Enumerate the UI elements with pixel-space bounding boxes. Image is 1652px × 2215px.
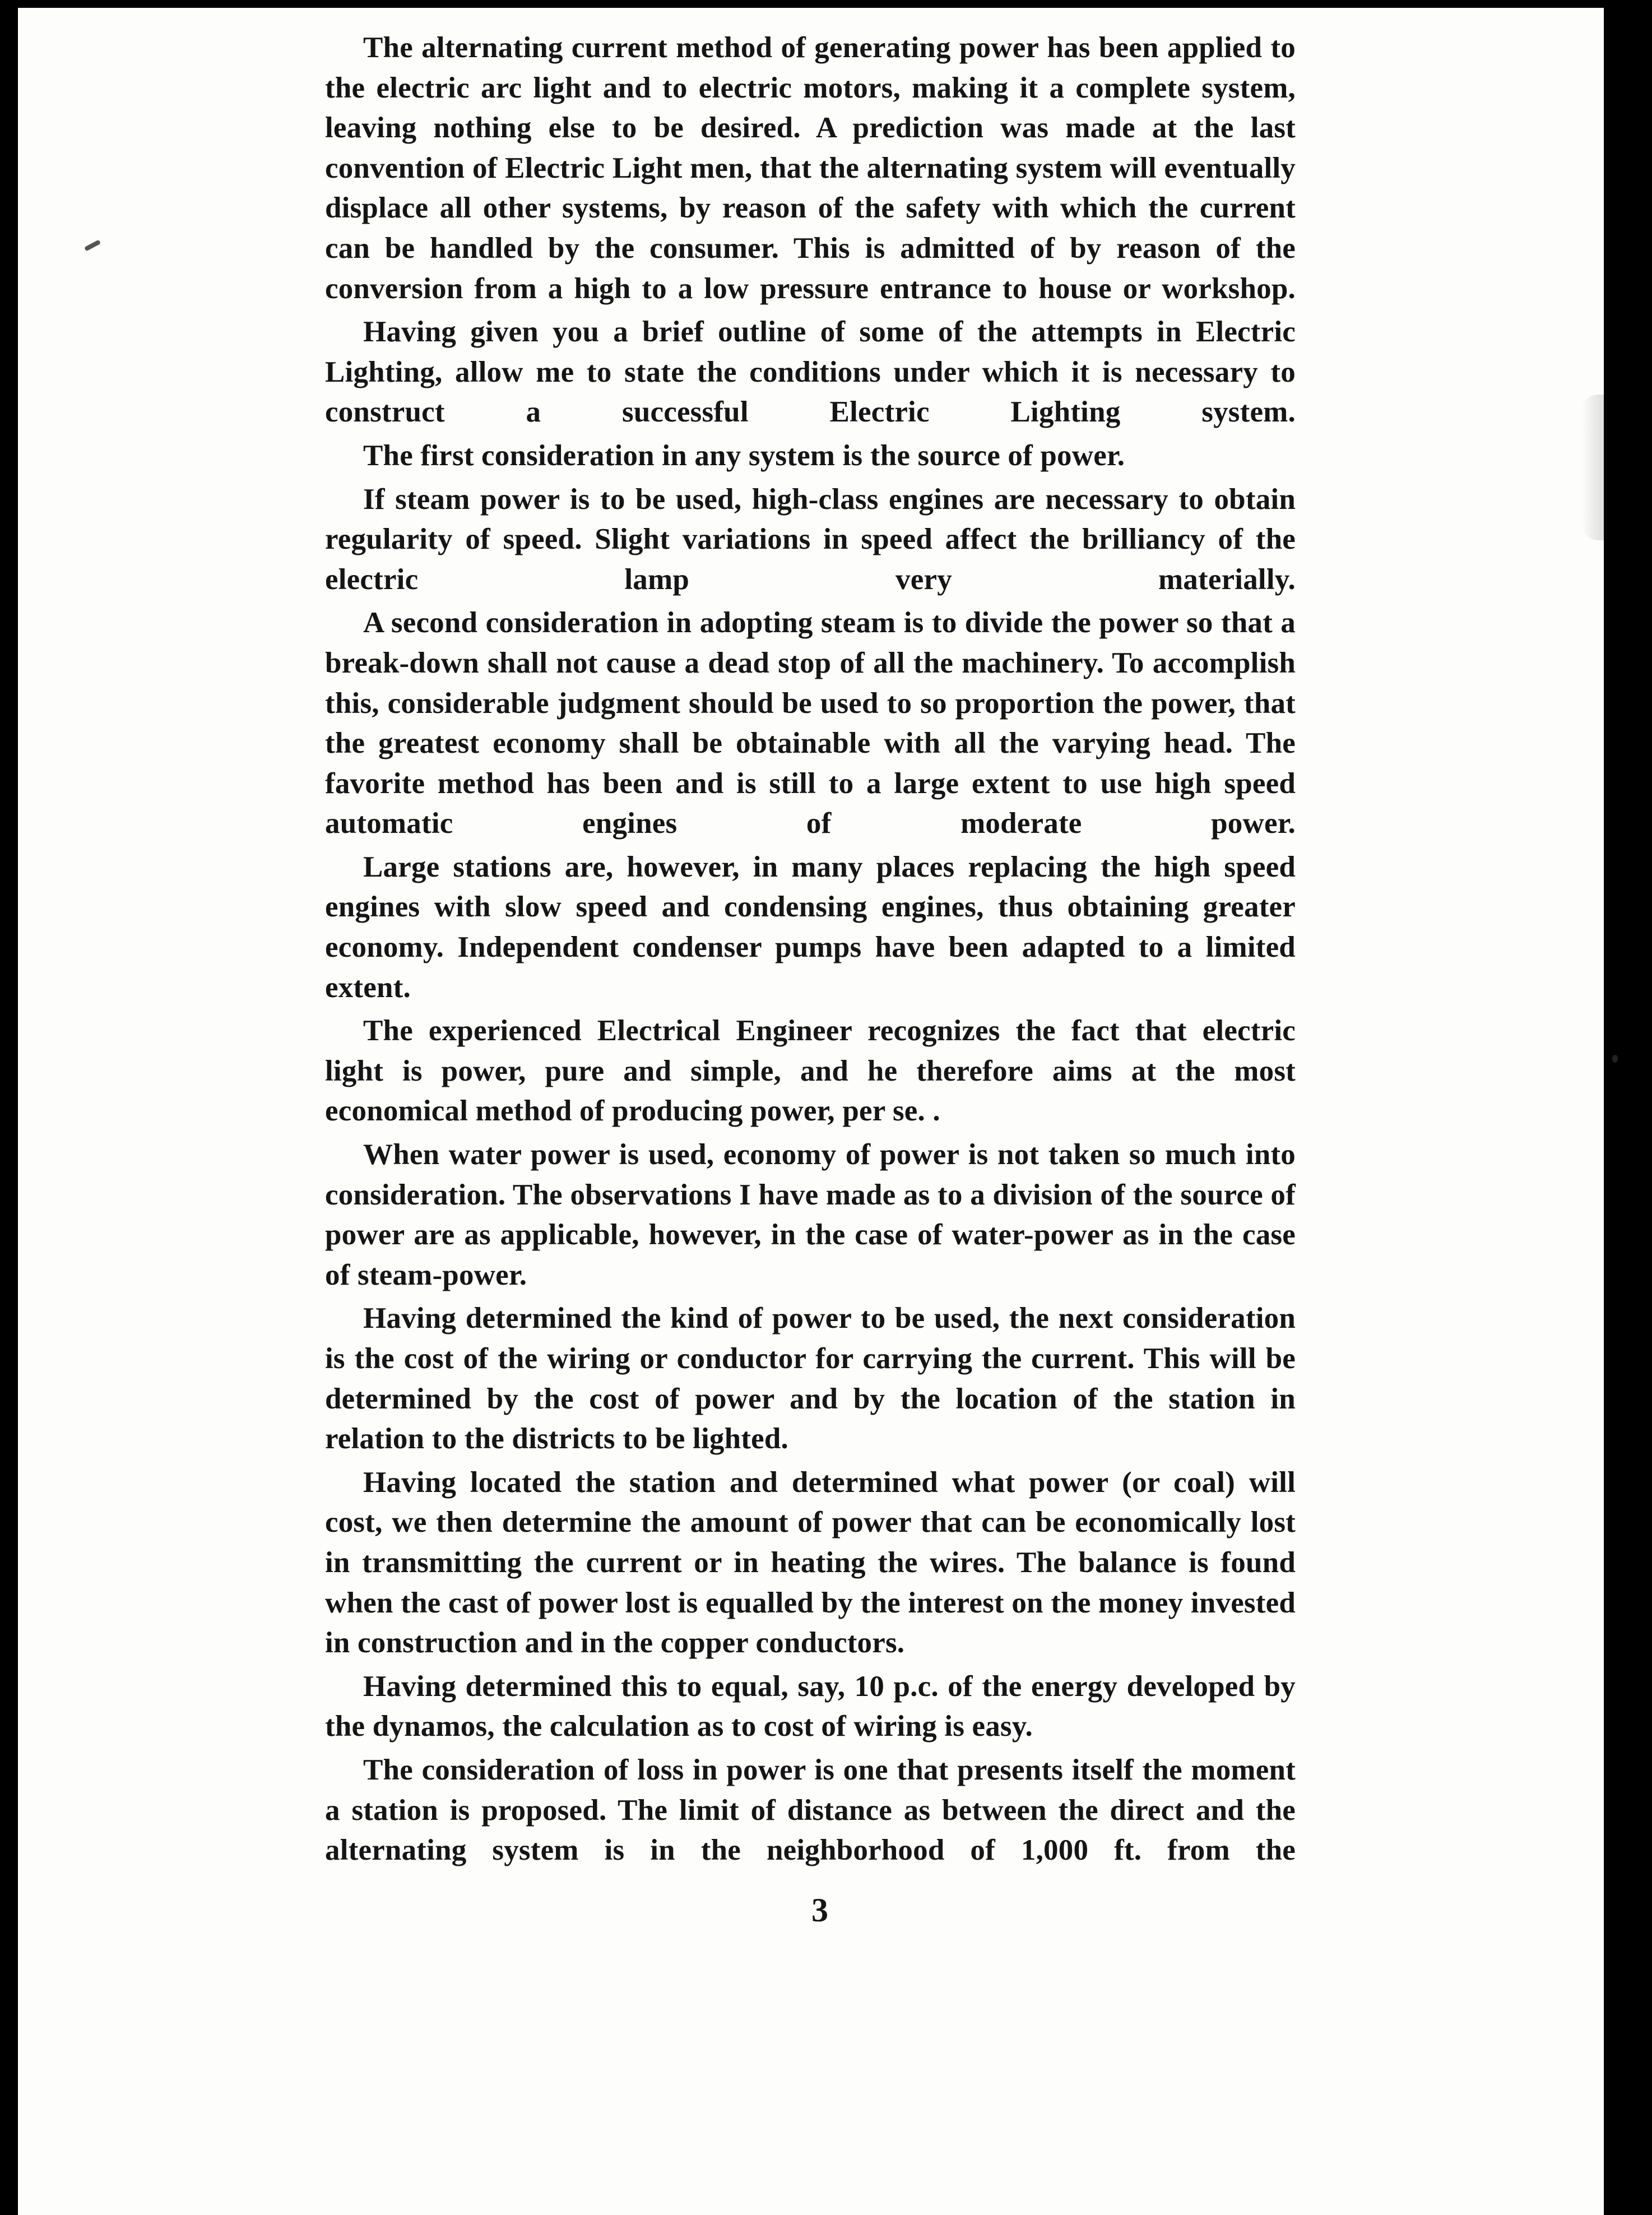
page-number: 3 [811,1892,828,1929]
paragraph: Having given you a brief outline of some of the attempts in Electric Lighting, allow me to state the conditions under which it is necessary to construct a successful Electric Lighting system. [325,316,1296,429]
paragraph: Having determined this to equal, say, 10 p.c. of the energy developed by the dynamos, the calculation as to cost of wiring is easy. [325,1670,1296,1743]
paragraph: If steam power is to be used, high-class engines are necessary to obtain regularity of speed. Slight variations in speed affect the brilliancy of the electric lamp very materially. [325,483,1296,596]
paragraph: When water power is used, economy of power is not taken so much into consideration. The observations I have made as to a division of the source of power are as applicable, however, in the case of water-power as in the case of steam-power. [325,1138,1296,1291]
document-page [18,8,1604,2215]
edge-dot-mark [1612,1055,1618,1063]
paragraph: Large stations are, however, in many places replacing the high speed engines with slow speed and condensing engines, thus obtaining greater economy. Independent condenser pumps have been adapted to a limited extent. [325,850,1296,1004]
paragraph: Having located the station and determined what power (or coal) will cost, we then determine the amount of power that can be economically lost in transmitting the current or in heating the wires. The balance is found when the cast of power lost is equalled by the interest on the money invested in construction and in the copper conductors. [325,1466,1296,1660]
paragraph: Having determined the kind of power to be used, the next consideration is the cost of the wiring or conductor for carrying the current. This will be determined by the cost of power and by the location of the station in relation to the districts to be lighted. [325,1302,1296,1456]
margin-mark [84,239,101,251]
page-edge-shadow [1581,395,1604,540]
paragraph: The experienced Electrical Engineer recognizes the fact that electric light is power, pure and simple, and he therefore aims at the most economical method of producing power, per se. . [325,1014,1296,1128]
paragraph: A second consideration in adopting steam is to divide the power so that a break-down shall not cause a dead stop of all the machinery. To accomplish this, considerable judgment should be used to so proportion the power, that the greatest economy shall be obtainable with all the varying head. The favorite method has been and is still to a large extent to use high speed automatic engines of moderate power. [325,606,1296,840]
paragraph: The alternating current method of generating power has been applied to the electric arc light and to electric motors, making it a complete system, leaving nothing else to be desired. A prediction was made at the last convention of Electric Light men, that the alternating system will eventually displace all other systems, by reason of the safety with which the current can be handled by the consumer. This is admitted of by reason of the conversion from a high to a low pressure entrance to house or workshop. [325,31,1296,305]
paragraph: The consideration of loss in power is one that presents itself the moment a station is proposed. The limit of distance as between the direct and the alternating system is in the neighborhood of 1,000 ft. from the [325,1753,1296,1867]
paragraph: The first consideration in any system is the source of power. [363,439,1125,472]
body-text [325,28,1296,1874]
